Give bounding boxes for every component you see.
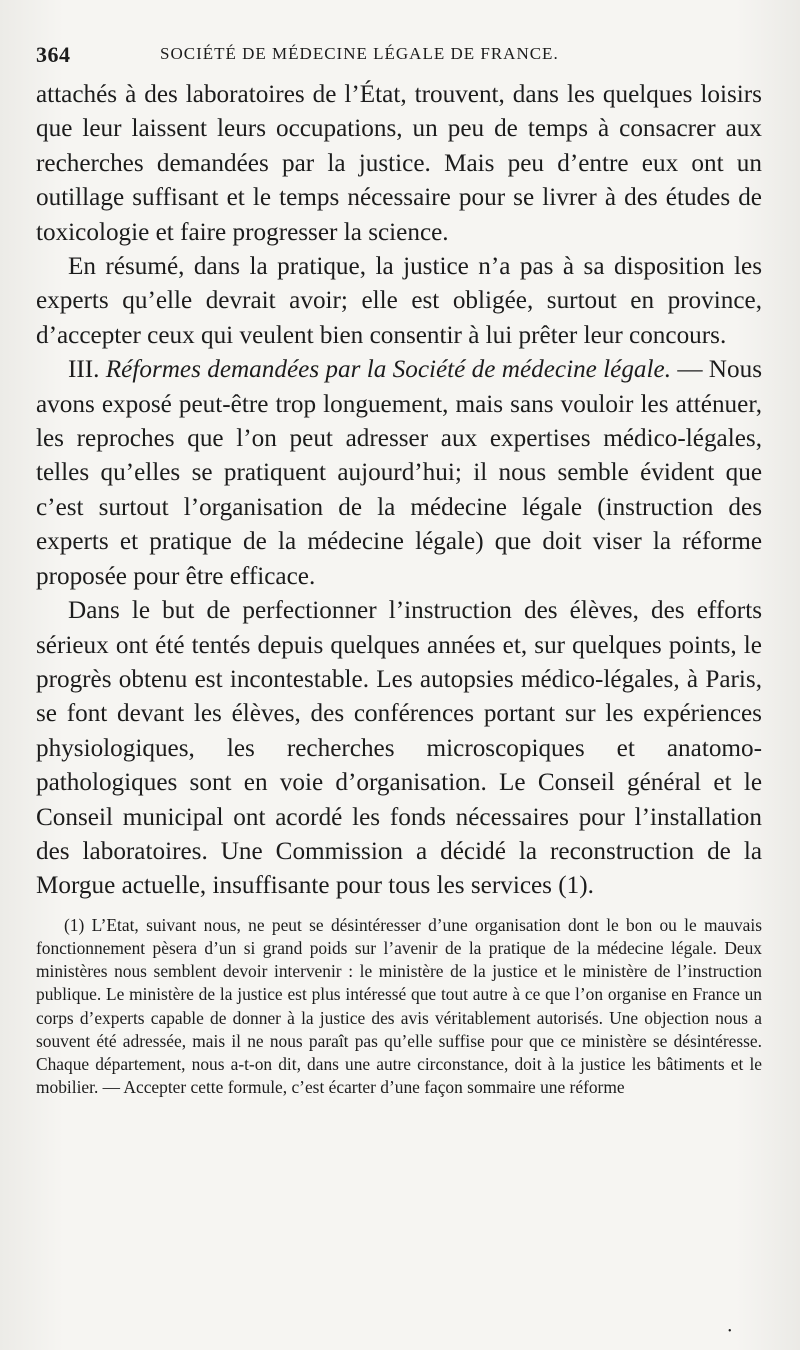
body-text — [36, 78, 762, 904]
running-title: SOCIÉTÉ DE MÉDECINE LÉGALE DE FRANCE. — [160, 44, 559, 63]
page-mark: • — [728, 1326, 732, 1337]
running-head — [36, 38, 762, 74]
section-number: III. — [68, 356, 100, 384]
paragraph-continuation: attachés à des laboratoires de l’État, trouvent, dans les quelques loisirs que leur laissent leurs occupations, un peu de temps à consacrer aux recherches demandées par la justice. Mais peu d’entre eux ont un outillage suffisant et le temps nécessaire pour se livrer à des études de toxicologie et faire progresser la science. — [36, 81, 762, 246]
section-body: — Nous avons exposé peut-être trop longuement, mais sans vouloir les atténuer, les reproches que l’on peut adresser aux expertises médico-légales, telles qu’elles se pratiquent aujourd’hui; il nous semble évident que c’est surtout l’organisation de la médecine légale (instruction des experts et pratique de la médecine légale) que doit viser la réforme proposée pour être efficace. — [36, 356, 762, 590]
section-title: Réformes demandées par la Société de médecine légale. — [105, 356, 671, 384]
paragraph-summary: En résumé, dans la pratique, la justice n’a pas à sa disposition les experts qu’elle devrait avoir; elle est obligée, surtout en province, d’accepter ceux qui veulent bien consentir à lui prêter leur concours. — [36, 253, 762, 349]
paragraph-reforms: Dans le but de perfectionner l’instruction des élèves, des efforts sérieux ont été tentés depuis quelques années et, sur quelques points, le progrès obtenu est incontestable. Les autopsies médico-légales, à Paris, se font devant les élèves, des conférences portant sur les expériences physiologiques, les recherches microscopiques et anatomo-pathologiques sont en voie d’organisation. Le Conseil général et le Conseil municipal ont acordé les fonds nécessaires pour l’installation des laboratoires. Une Commission a décidé la reconstruction de la Morgue actuelle, insuffisante pour tous les services (1). — [36, 597, 762, 900]
page-number: 364 — [36, 42, 71, 67]
footnote: (1) L’Etat, suivant nous, ne peut se désintéresser d’une organisation dont le bon ou le mauvais fonctionnement pèsera d’un si grand poids sur l’avenir de la pratique de la médecine légale. Deux ministères nous semblent devoir intervenir : le ministère de la justice et le ministère de l’instruction publique. Le ministère de la justice est plus intéressé que tout autre à ce que l’on organise en France un corps d’experts capable de donner à la justice des avis véritablement autorisés. Une objection nous a souvent été adressée, mais il ne nous paraît pas qu’elle suffise pour que ce ministère se désintéresse. Chaque département, nous a-t-on dit, dans une autre circonstance, doit à la justice les bâtiments et le mobilier. — Accepter cette formule, c’est écarter d’une façon sommaire une réforme — [36, 914, 762, 1098]
section-paragraph — [36, 353, 762, 594]
